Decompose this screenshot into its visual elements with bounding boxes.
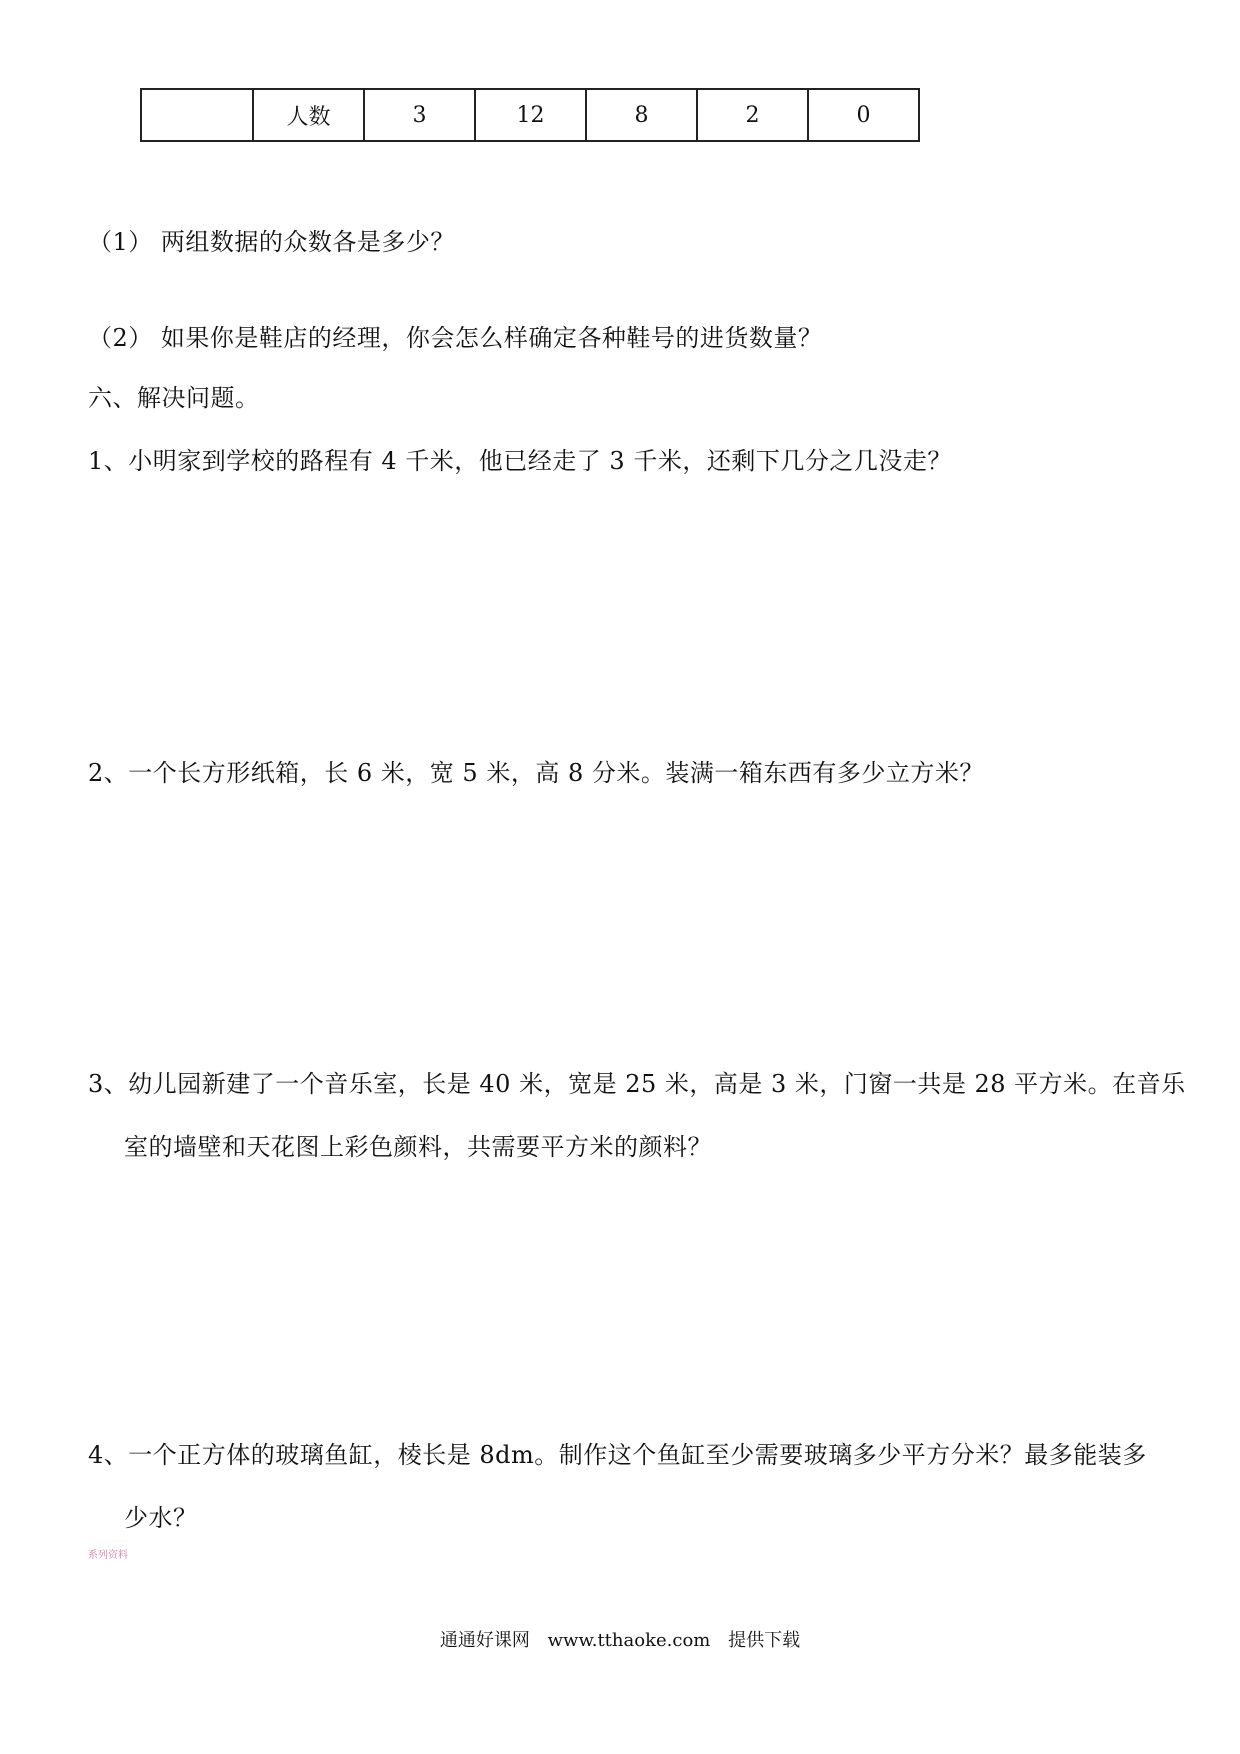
table-row-label: 人数: [253, 89, 364, 141]
footer-site-name: 通通好课网: [439, 1630, 530, 1651]
table-cell: 8: [586, 89, 697, 141]
problem-3-line-1: 3、幼儿园新建了一个音乐室，长是 40 米，宽是 25 米，高是 3 米，门窗一共是 28 平方米。在音乐: [88, 1070, 1186, 1098]
table-cell: 3: [364, 89, 475, 141]
footer-suffix: 提供下载: [728, 1630, 801, 1651]
problem-1: 1、小明家到学校的路程有 4 千米，他已经走了 3 千米，还剩下几分之几没走？: [88, 447, 952, 475]
series-note: 系列资料: [88, 1550, 128, 1561]
section-title: 六、解决问题。: [88, 384, 260, 412]
question-2: （2） 如果你是鞋店的经理，你会怎么样确定各种鞋号的进货数量？: [88, 324, 823, 352]
problem-3-line-2: 室的墙壁和天花图上彩色颜料，共需要平方米的颜料？: [124, 1133, 712, 1161]
problem-4-line-1: 4、一个正方体的玻璃鱼缸，棱长是 8dm。制作这个鱼缸至少需要玻璃多少平方分米？最多能装多: [88, 1441, 1147, 1469]
table-cell: 0: [808, 89, 919, 141]
table-cell-blank: [141, 89, 253, 141]
footer-url[interactable]: www.tthaoke.com: [547, 1630, 711, 1651]
table-cell: 2: [697, 89, 808, 141]
table-cell: 12: [475, 89, 586, 141]
problem-4-line-2: 少水？: [124, 1504, 198, 1532]
question-1: （1） 两组数据的众数各是多少？: [88, 228, 455, 256]
data-table: [140, 88, 920, 142]
table-row: [141, 89, 919, 141]
footer: [0, 1626, 1240, 1652]
problem-2: 2、一个长方形纸箱，长 6 米，宽 5 米，高 8 分米。装满一箱东西有多少立方米？: [88, 759, 984, 787]
